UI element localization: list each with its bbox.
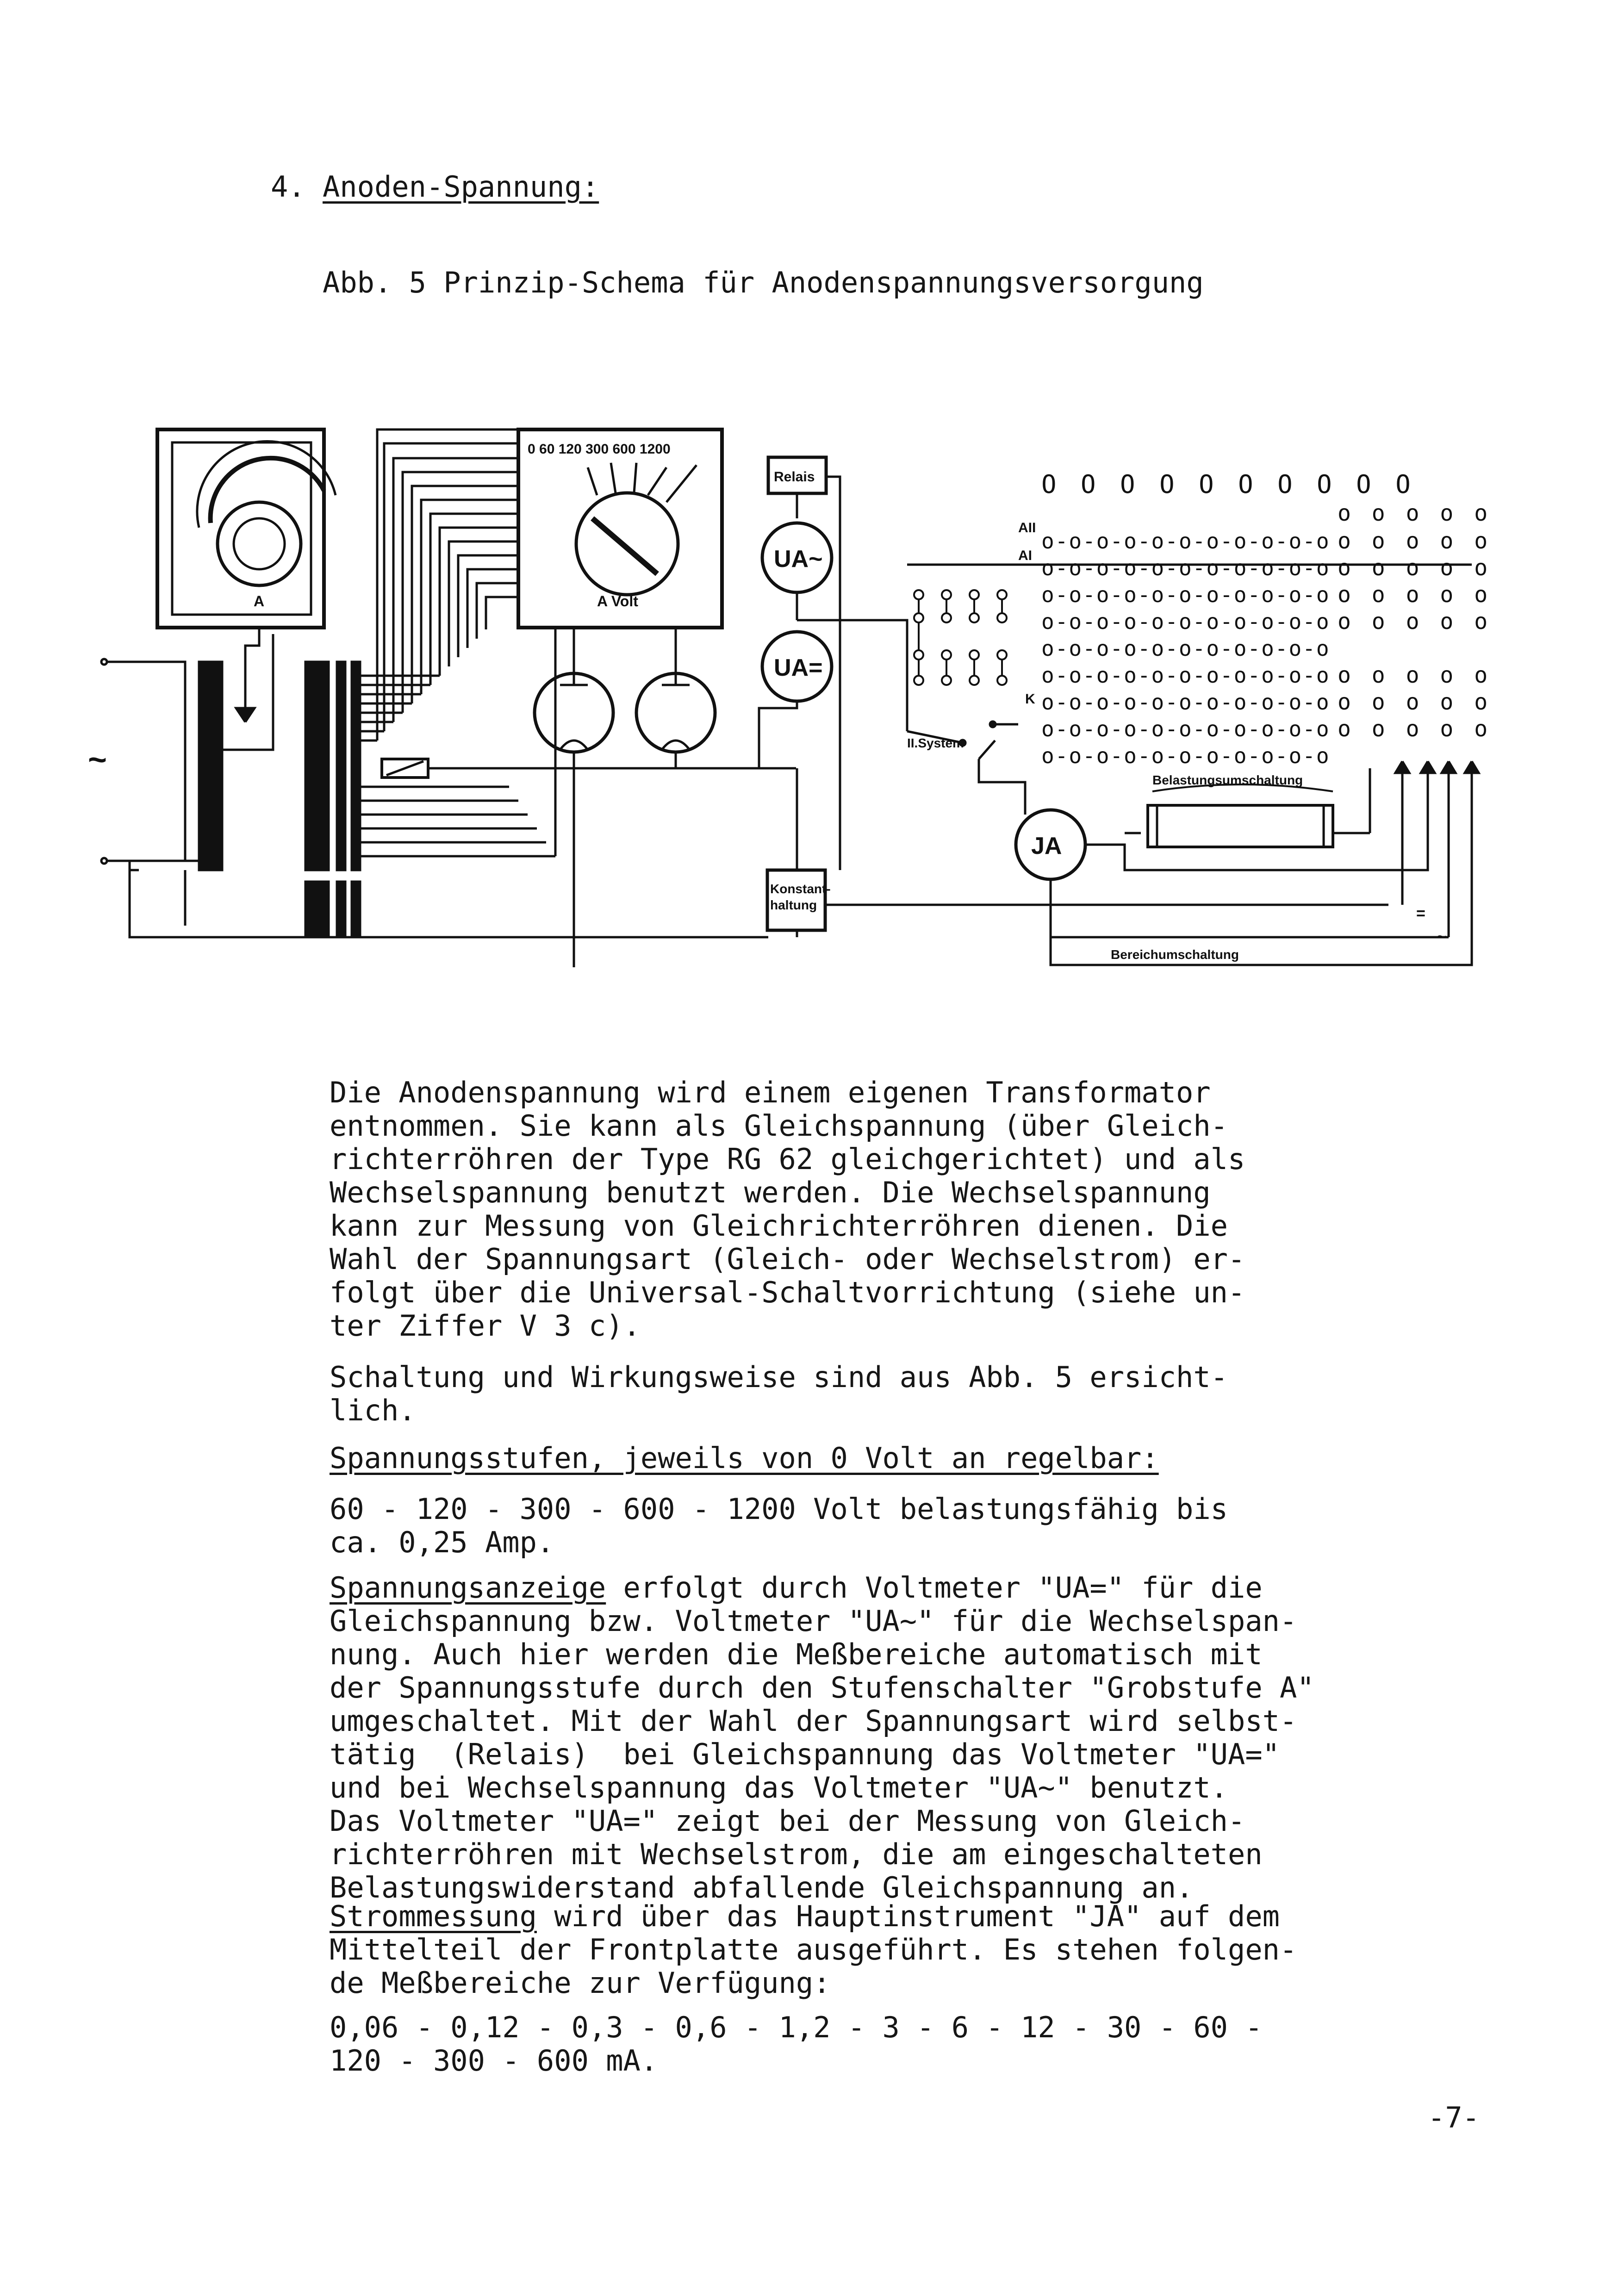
svg-text:o-o-o-o-o-o-o-o-o-o-o: o-o-o-o-o-o-o-o-o-o-o: [1041, 529, 1330, 554]
section-number: 4.: [271, 170, 305, 204]
figure-caption: Abb. 5 Prinzip-Schema für Anodenspannungsversorgung: [323, 266, 1204, 299]
left-dial-label: A: [254, 593, 265, 610]
text-line: 120 - 300 - 600 mA.: [330, 2044, 658, 2078]
voltage-steps-heading: [330, 1442, 1496, 1475]
text-line: Wechselspannung benutzt werden. Die Wechselspannung: [330, 1176, 1211, 1209]
section-title: Anoden-Spannung:: [322, 170, 599, 204]
svg-text:o-o-o-o-o-o-o-o-o-o-o: o-o-o-o-o-o-o-o-o-o-o: [1041, 663, 1330, 688]
system-label: II.System: [907, 736, 964, 750]
svg-text:o-o-o-o-o-o-o-o-o-o-o: o-o-o-o-o-o-o-o-o-o-o: [1041, 609, 1330, 634]
voltmeter-dc-label: UA=: [774, 654, 823, 681]
svg-text:o o o o o: o o o o o: [1338, 582, 1492, 608]
text-line: kann zur Messung von Gleichrichterröhren dienen. Die: [330, 1209, 1228, 1243]
voltmeter-ac-label: UA~: [774, 546, 823, 572]
svg-text:o o o o o: o o o o o: [1338, 689, 1492, 715]
svg-text:o-o-o-o-o-o-o-o-o-o-o: o-o-o-o-o-o-o-o-o-o-o: [1041, 582, 1330, 607]
switch-label: A Volt: [597, 593, 638, 610]
svg-text:o-o-o-o-o-o-o-o-o-o-o: o-o-o-o-o-o-o-o-o-o-o: [1041, 743, 1330, 768]
svg-text:o-o-o-o-o-o-o-o-o-o-o: o-o-o-o-o-o-o-o-o-o-o: [1041, 555, 1330, 580]
svg-text:o o o o o: o o o o o: [1338, 716, 1492, 742]
underlined-term: Spannungsanzeige: [330, 1571, 606, 1605]
page-number: -7-: [1428, 2101, 1480, 2134]
text-line: 60 - 120 - 300 - 600 - 1200 Volt belastungsfähig bis: [330, 1492, 1228, 1526]
text-line: entnommen. Sie kann als Gleichspannung (über Gleich-: [330, 1109, 1228, 1143]
text-line: Das Voltmeter "UA=" zeigt bei der Messung von Gleich-: [330, 1804, 1245, 1838]
svg-text:o o o o o: o o o o o: [1338, 555, 1492, 581]
text-line: der Spannungsstufe durch den Stufenschalter "Grobstufe A": [330, 1671, 1314, 1705]
text-line: ter Ziffer V 3 c).: [330, 1309, 641, 1343]
circuit-diagram: [0, 0, 1618, 1018]
text-span: wird über das Hauptinstrument "JA" auf dem: [536, 1899, 1280, 1933]
range-switch-label: Bereichumschaltung: [1111, 947, 1239, 962]
text-line: Belastungswiderstand abfallende Gleichspannung an.: [330, 1871, 1194, 1904]
dial-scale-label: 0 60 120 300 600 1200: [528, 442, 671, 457]
svg-text:o-o-o-o-o-o-o-o-o-o-o: o-o-o-o-o-o-o-o-o-o-o: [1041, 716, 1330, 741]
contact-k-label: K: [1025, 691, 1035, 707]
contact-a2-label: AII: [1018, 520, 1036, 535]
contact-matrix: [1041, 470, 1491, 768]
svg-text:o o o o o: o o o o o: [1338, 500, 1492, 526]
underlined-term: Strommessung: [330, 1899, 537, 1933]
load-switch-label: Belastungsumschaltung: [1152, 773, 1303, 787]
svg-text:o o o o o: o o o o o: [1338, 528, 1492, 554]
text-line: Die Anodenspannung wird einem eigenen Transformator: [330, 1076, 1211, 1109]
text-line: lich.: [330, 1394, 416, 1427]
paragraph-voltage-display: [330, 1571, 1496, 1904]
svg-text:o-o-o-o-o-o-o-o-o-o-o: o-o-o-o-o-o-o-o-o-o-o: [1041, 636, 1330, 661]
text-line: richterröhren der Type RG 62 gleichgerichtet) und als: [330, 1142, 1245, 1176]
text-line: umgeschaltet. Mit der Wahl der Spannungsart wird selbst-: [330, 1704, 1297, 1738]
text-line: tätig (Relais) bei Gleichspannung das Voltmeter "UA=": [330, 1737, 1280, 1771]
dc-sign: =: [1416, 905, 1425, 922]
text-span: erfolgt durch Voltmeter "UA=" für die: [606, 1571, 1263, 1605]
text-line: Schaltung und Wirkungsweise sind aus Abb. 5 ersicht-: [330, 1360, 1228, 1394]
ammeter-label: JA: [1031, 833, 1062, 859]
text-line: Mittelteil der Frontplatte ausgeführt. Es stehen folgen-: [330, 1933, 1297, 1966]
relay-label: Relais: [774, 469, 815, 485]
text-line: nung. Auch hier werden die Meßbereiche automatisch mit: [330, 1637, 1263, 1671]
constant-label-line1: Konstant-: [770, 882, 831, 896]
paragraph-current-ranges: [330, 2011, 1496, 2078]
text-line: und bei Wechselspannung das Voltmeter "UA~" benutzt.: [330, 1771, 1228, 1804]
paragraph-voltage-steps: [330, 1493, 1496, 1559]
svg-text:o o o o o: o o o o o: [1338, 662, 1492, 688]
ac-sign: ~: [1437, 928, 1446, 946]
paragraph-transformer: [330, 1076, 1496, 1343]
svg-text:o o o o o: o o o o o: [1338, 609, 1492, 635]
text-line: richterröhren mit Wechselstrom, die am eingeschalteten: [330, 1837, 1263, 1871]
contact-a1-label: AI: [1018, 548, 1032, 563]
text-line: 0,06 - 0,12 - 0,3 - 0,6 - 1,2 - 3 - 6 - 12 - 30 - 60 -: [330, 2010, 1263, 2044]
svg-text:O O O O O O O O O O: O O O O O O O O O O: [1041, 470, 1415, 499]
paragraph-circuit-reference: [330, 1361, 1496, 1427]
text-line: Gleichspannung bzw. Voltmeter "UA~" für die Wechselspan-: [330, 1604, 1297, 1638]
text-line: ca. 0,25 Amp.: [330, 1525, 554, 1559]
text-line: Spannungsstufen, jeweils von 0 Volt an regelbar:: [330, 1441, 1159, 1475]
constant-label-line2: haltung: [770, 898, 817, 912]
paragraph-current-measurement: [330, 1900, 1496, 2000]
text-line: de Meßbereiche zur Verfügung:: [330, 1966, 831, 2000]
text-line: Wahl der Spannungsart (Gleich- oder Wechselstrom) er-: [330, 1242, 1245, 1276]
svg-text:o-o-o-o-o-o-o-o-o-o-o: o-o-o-o-o-o-o-o-o-o-o: [1041, 690, 1330, 715]
ac-input-symbol: ~: [88, 741, 107, 778]
text-line: folgt über die Universal-Schaltvorrichtung (siehe un-: [330, 1276, 1245, 1309]
